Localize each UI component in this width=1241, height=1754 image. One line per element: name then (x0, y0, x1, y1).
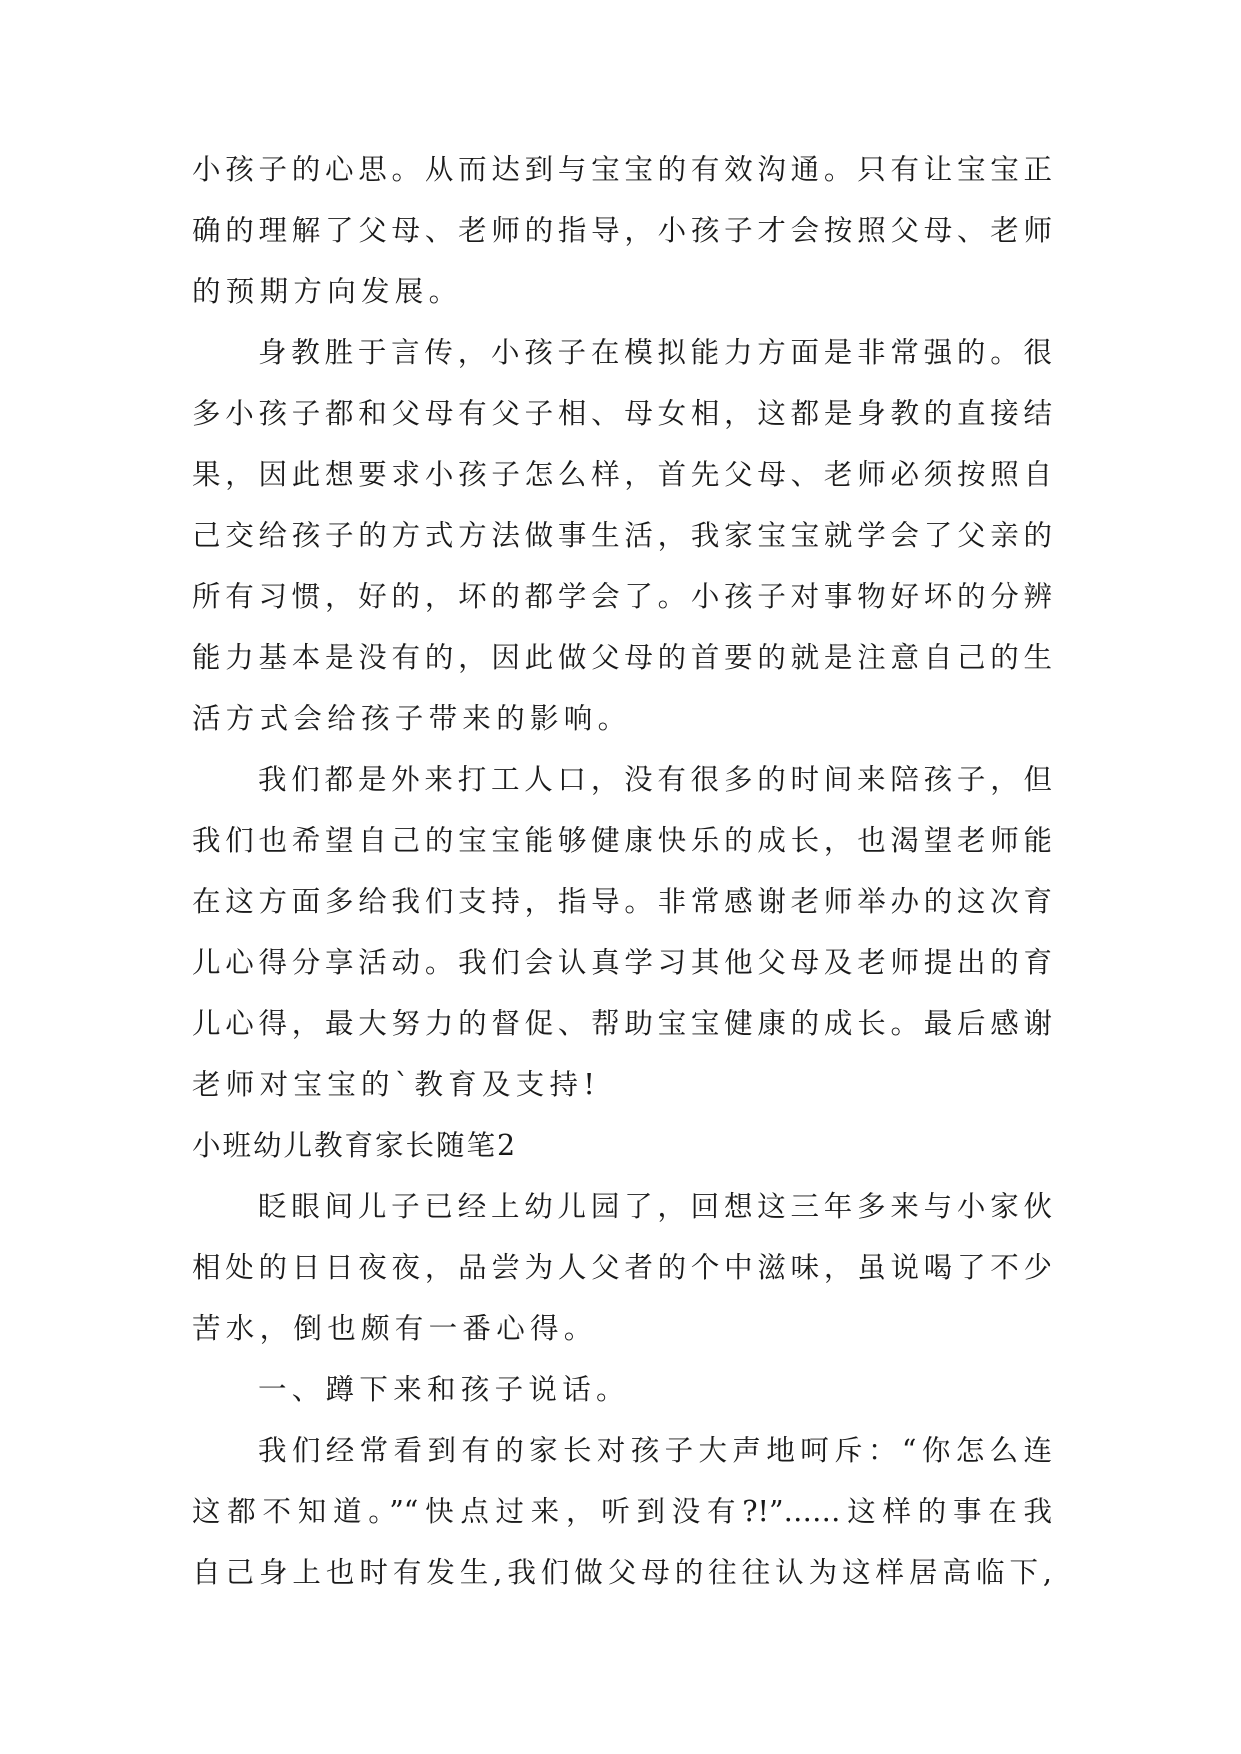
text-line: 苦水，倒也颇有一番心得。 (192, 1312, 598, 1345)
subheading: 一、蹲下来和孩子说话。 (258, 1373, 630, 1406)
text-line: 己交给孩子的方式方法做事生活，我家宝宝就学会了父亲的 (192, 519, 1052, 552)
paragraph-first-line: 眨眼间儿子已经上幼儿园了，回想这三年多来与小家伙 (258, 1190, 1052, 1223)
paragraph-first-line: 身教胜于言传，小孩子在模拟能力方面是非常强的。很 (258, 336, 1052, 369)
text-line: 的预期方向发展。 (192, 275, 463, 308)
text-line: 这都不知道。”“快点过来，听到没有?!”……这样的事在我 (192, 1495, 1052, 1528)
text-line: 自己身上也时有发生,我们做父母的往往认为这样居高临下, (192, 1556, 1052, 1589)
text-line: 在这方面多给我们支持，指导。非常感谢老师举办的这次育 (192, 885, 1052, 918)
paragraph-first-line: 我们经常看到有的家长对孩子大声地呵斥：“你怎么连 (258, 1434, 1052, 1467)
text-line: 相处的日日夜夜，品尝为人父者的个中滋味，虽说喝了不少 (192, 1251, 1052, 1284)
text-line: 儿心得，最大努力的督促、帮助宝宝健康的成长。最后感谢 (192, 1007, 1052, 1040)
text-line: 儿心得分享活动。我们会认真学习其他父母及老师提出的育 (192, 946, 1052, 979)
text-line: 活方式会给孩子带来的影响。 (192, 702, 632, 735)
text-line: 老师对宝宝的`教育及支持! (192, 1068, 601, 1101)
paragraph-first-line: 我们都是外来打工人口，没有很多的时间来陪孩子，但 (258, 763, 1052, 796)
section-heading: 小班幼儿教育家长随笔2 (192, 1129, 518, 1162)
text-line: 确的理解了父母、老师的指导，小孩子才会按照父母、老师 (192, 214, 1052, 247)
text-line: 多小孩子都和父母有父子相、母女相，这都是身教的直接结 (192, 397, 1052, 430)
text-line: 能力基本是没有的，因此做父母的首要的就是注意自己的生 (192, 641, 1052, 674)
text-line: 小孩子的心思。从而达到与宝宝的有效沟通。只有让宝宝正 (192, 153, 1052, 186)
text-line: 所有习惯，好的，坏的都学会了。小孩子对事物好坏的分辨 (192, 580, 1052, 613)
text-line: 我们也希望自己的宝宝能够健康快乐的成长，也渴望老师能 (192, 824, 1052, 857)
text-line: 果，因此想要求小孩子怎么样，首先父母、老师必须按照自 (192, 458, 1052, 491)
